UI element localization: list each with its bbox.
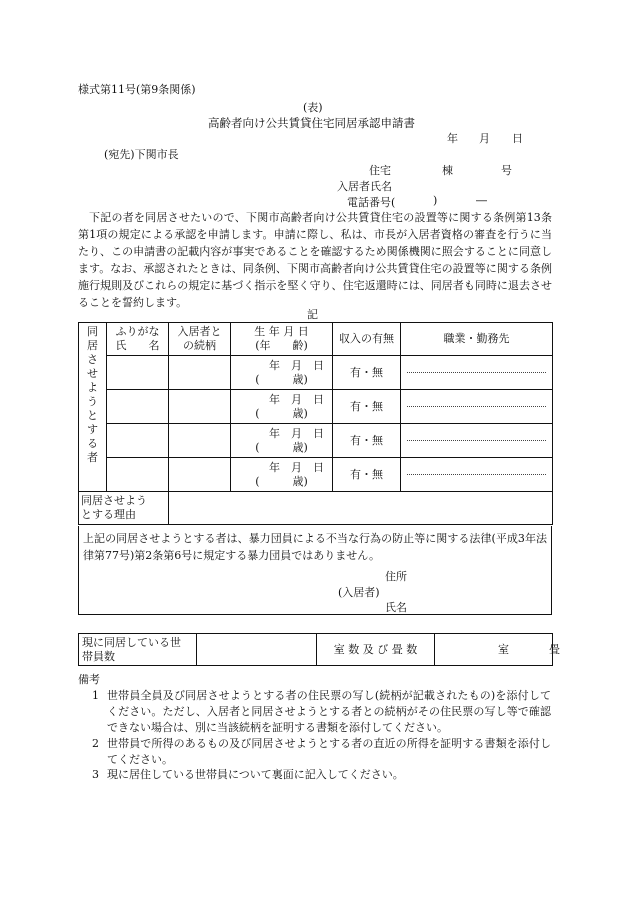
building-label: 棟 (442, 164, 453, 177)
name-cell[interactable] (107, 458, 169, 492)
note-2: 世帯員で所得のあるもの及び同居させようとする者の直近の所得を証明する書類を添付してください。 (107, 737, 551, 766)
col-header-income: 収入の有無 (333, 323, 401, 356)
birthdate-cell[interactable]: 年 月 日 ( 歳) (231, 390, 333, 424)
declaration-text: 上記の同居させようとする者は、暴力団員による不当な行為の防止等に関する法律(平成3年法律第77号)第2条第6号に規定する暴力団員ではありません。 (83, 532, 547, 562)
note-3-number: 3 (92, 768, 99, 781)
form-title: 高齢者向け公共賃貸住宅同居承認申請書 (208, 116, 415, 130)
birthdate-cell[interactable]: 年 月 日 ( 歳) (231, 356, 333, 390)
relation-cell[interactable] (169, 424, 231, 458)
reason-label: 同居させよう とする理由 (79, 492, 169, 525)
household-count-label: 現に同居している世 帯員数 (79, 634, 197, 666)
rooms-label: 室 数 及 び 畳 数 (317, 634, 435, 666)
birthdate-cell[interactable]: 年 月 日 ( 歳) (231, 424, 333, 458)
declaration-name-label: 氏名 (385, 601, 407, 614)
birthdate-cell[interactable]: 年 月 日 ( 歳) (231, 458, 333, 492)
col-header-relation: 入居者と の続柄 (169, 323, 231, 356)
phone-dash: ― (476, 194, 487, 207)
note-2-number: 2 (92, 737, 99, 750)
phone-close-paren: ) (433, 194, 438, 207)
income-cell[interactable]: 有・無 (333, 390, 401, 424)
col-header-job: 職業・勤務先 (401, 323, 553, 356)
relation-cell[interactable] (169, 390, 231, 424)
ki-label: 記 (307, 308, 318, 321)
income-cell[interactable]: 有・無 (333, 424, 401, 458)
household-table (78, 633, 560, 666)
col-header-name: ふりがな 氏 名 (107, 323, 169, 356)
name-cell[interactable] (107, 390, 169, 424)
income-cell[interactable]: 有・無 (333, 458, 401, 492)
job-cell[interactable] (401, 356, 553, 390)
reason-field[interactable] (169, 492, 553, 525)
name-cell[interactable] (107, 356, 169, 390)
date-month-label: 月 (479, 132, 490, 145)
phone-label: 電話番号( (347, 196, 396, 209)
col-header-birthdate: 生 年 月 日 (年 齢) (231, 323, 333, 356)
household-count-field[interactable] (197, 634, 317, 666)
form-number: 様式第11号(第9条関係) (78, 83, 196, 96)
residence-label: 住宅 (369, 164, 391, 177)
date-day-label: 日 (512, 132, 523, 145)
cohabitant-table (78, 322, 553, 525)
form-side-label: (表) (303, 101, 323, 114)
resident-name-label: 入居者氏名 (337, 180, 392, 193)
notes-title: 備考 (78, 673, 100, 686)
job-cell[interactable] (401, 390, 553, 424)
declaration-address-label: 住所 (385, 570, 407, 583)
date-year-label: 年 (447, 132, 458, 145)
declaration-resident-label: (入居者) (338, 586, 380, 599)
note-1: 世帯員全員及び同居させようとする者の住民票の写し(続柄が記載されたもの)を添付してください。ただし、入居者と同居させようとする者との続柄がその住民票の写し等で確認できない場合は、別に当該続柄を証明する書類を添付してください。 (107, 689, 551, 734)
job-cell[interactable] (401, 424, 553, 458)
intro-paragraph: 下記の者を同居させたいので、下関市高齢者向け公共賃貸住宅の設置等に関する条例第13条第1項の規定による承認を申請します。申請に際し、私は、市長が入居者資格の審査を行うに当たり、この申請書の記載内容が事実であることを確認するため関係機関に照会することに同意します。なお、承認されたときは、同条例、下関市高齢者向け公共賃貸住宅の設置等に関する条例施行規則及びこれらの規定に基づく指示を堅く守り、住宅返還時には、同居者も同時に退去させることを誓約します。 (78, 211, 552, 309)
addressee: (宛先)下関市長 (104, 148, 179, 161)
row-header-cohabitants: 同 居 さ せ よ う と す る 者 (79, 323, 107, 492)
number-label: 号 (501, 164, 512, 177)
rooms-field[interactable]: 室 畳 (435, 634, 553, 666)
note-1-number: 1 (92, 689, 99, 702)
name-cell[interactable] (107, 424, 169, 458)
relation-cell[interactable] (169, 356, 231, 390)
income-cell[interactable]: 有・無 (333, 356, 401, 390)
note-3: 現に居住している世帯員について裏面に記入してください。 (107, 768, 404, 781)
job-cell[interactable] (401, 458, 553, 492)
declaration-box (78, 526, 552, 615)
relation-cell[interactable] (169, 458, 231, 492)
